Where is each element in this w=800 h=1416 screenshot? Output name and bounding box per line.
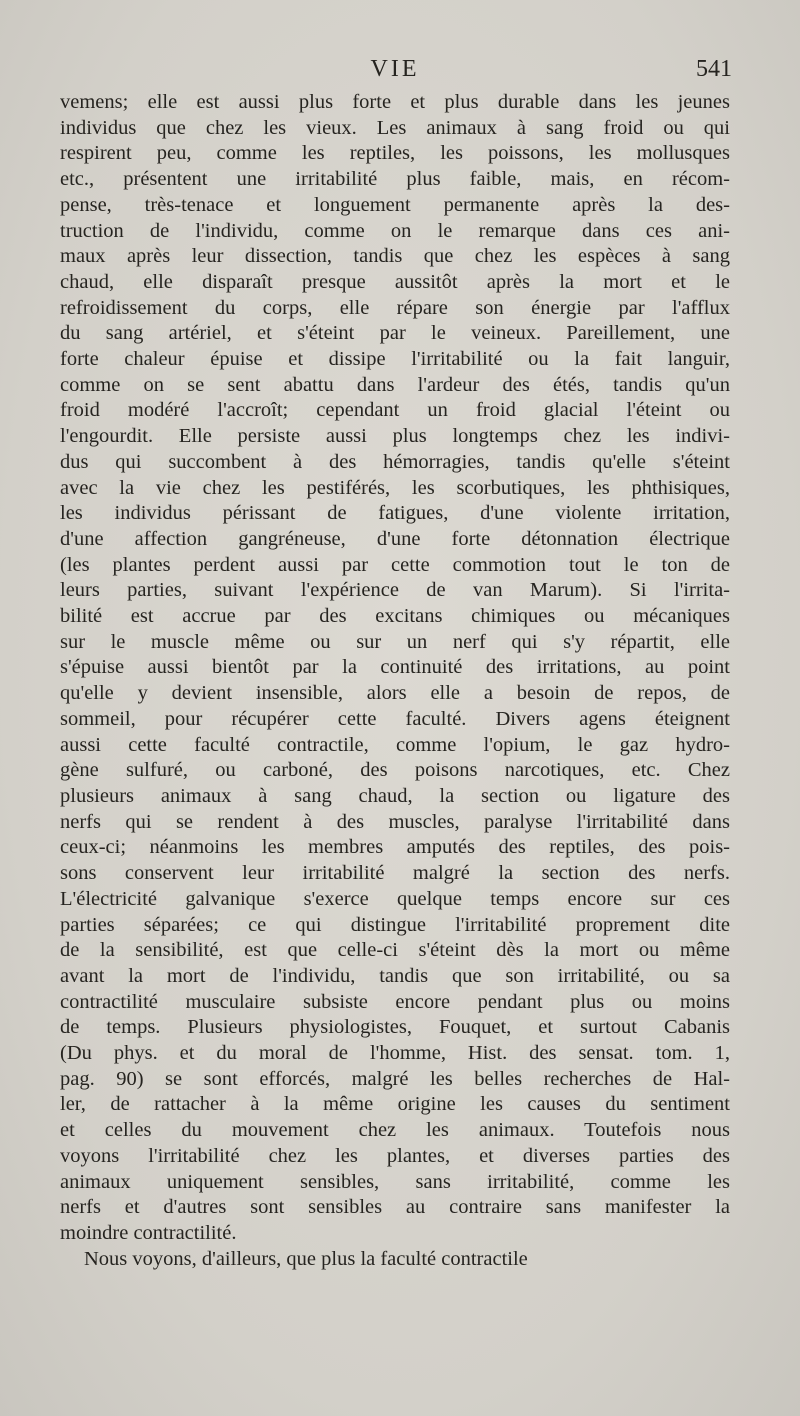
text-line: ceux-ci; néanmoins les membres amputés des reptiles, des pois- xyxy=(60,836,730,859)
text-line: bilité est accrue par des excitans chimiques ou mécaniques xyxy=(60,605,730,628)
text-line: leurs parties, suivant l'expérience de van Marum). Si l'irrita- xyxy=(60,579,730,602)
text-line: chaud, elle disparaît presque aussitôt après la mort et le xyxy=(60,270,730,293)
text-line: ler, de rattacher à la même origine les causes du sentiment xyxy=(60,1093,730,1116)
body-text xyxy=(60,90,730,1272)
text-line: truction de l'individu, comme on le remarque dans ces ani- xyxy=(60,219,730,242)
text-line: maux après leur dissection, tandis que chez les espèces à sang xyxy=(60,245,730,268)
text-line: qu'elle y devient insensible, alors elle a besoin de repos, de xyxy=(60,682,730,705)
text-line: nerfs et d'autres sont sensibles au contraire sans manifester la xyxy=(60,1196,730,1219)
text-line: etc., présentent une irritabilité plus faible, mais, en récom- xyxy=(60,168,730,191)
running-head: VIE xyxy=(370,56,420,82)
text-line: avec la vie chez les pestiférés, les scorbutiques, les phthisiques, xyxy=(60,476,730,499)
text-line: voyons l'irritabilité chez les plantes, et diverses parties des xyxy=(60,1144,730,1167)
text-line: de temps. Plusieurs physiologistes, Fouquet, et surtout Cabanis xyxy=(60,1016,730,1039)
text-line: respirent peu, comme les reptiles, les poissons, les mollusques xyxy=(60,142,730,165)
text-line: du sang artériel, et s'éteint par le veineux. Pareillement, une xyxy=(60,322,730,345)
text-line: forte chaleur épuise et dissipe l'irritabilité ou la fait languir, xyxy=(60,348,730,371)
text-line: de la sensibilité, est que celle-ci s'éteint dès la mort ou même xyxy=(60,939,730,962)
text-line: sons conservent leur irritabilité malgré la section des nerfs. xyxy=(60,862,730,885)
text-line: pense, très-tenace et longuement permanente après la des- xyxy=(60,193,730,216)
text-line: Nous voyons, d'ailleurs, que plus la faculté contractile xyxy=(84,1247,528,1270)
text-line: (les plantes perdent aussi par cette commotion tout le ton de xyxy=(60,553,730,576)
text-line: nerfs qui se rendent à des muscles, paralyse l'irritabilité dans xyxy=(60,810,730,833)
text-line: (Du phys. et du moral de l'homme, Hist. des sensat. tom. 1, xyxy=(60,1042,730,1065)
text-line: refroidissement du corps, elle répare son énergie par l'afflux xyxy=(60,296,730,319)
text-line: sur le muscle même ou sur un nerf qui s'y répartit, elle xyxy=(60,630,730,653)
text-line: L'électricité galvanique s'exerce quelque temps encore sur ces xyxy=(60,887,730,910)
text-line: animaux uniquement sensibles, sans irritabilité, comme les xyxy=(60,1170,730,1193)
text-line: comme on se sent abattu dans l'ardeur des étés, tandis qu'un xyxy=(60,373,730,396)
text-line: parties séparées; ce qui distingue l'irritabilité proprement dite xyxy=(60,913,730,936)
text-line: avant la mort de l'individu, tandis que son irritabilité, ou sa xyxy=(60,964,730,987)
text-line: sommeil, pour récupérer cette faculté. Divers agens éteignent xyxy=(60,707,730,730)
page-header xyxy=(58,56,732,86)
text-line: vemens; elle est aussi plus forte et plus durable dans les jeunes xyxy=(60,91,730,113)
text-line: pag. 90) se sont efforcés, malgré les belles recherches de Hal- xyxy=(60,1067,730,1090)
text-line: s'épuise aussi bientôt par la continuité des irritations, au point xyxy=(60,656,730,679)
text-line: les individus périssant de fatigues, d'une violente irritation, xyxy=(60,502,730,525)
text-line: contractilité musculaire subsiste encore pendant plus ou moins xyxy=(60,990,730,1013)
text-line: l'engourdit. Elle persiste aussi plus longtemps chez les indivi- xyxy=(60,425,730,448)
text-line: dus qui succombent à des hémorragies, tandis qu'elle s'éteint xyxy=(60,450,730,473)
text-line: aussi cette faculté contractile, comme l'opium, le gaz hydro- xyxy=(60,733,730,756)
text-line: plusieurs animaux à sang chaud, la section ou ligature des xyxy=(60,784,730,807)
page-number: 541 xyxy=(696,56,732,82)
text-line: moindre contractilité. xyxy=(60,1221,237,1244)
text-line: froid modéré l'accroît; cependant un froid glacial l'éteint ou xyxy=(60,399,730,422)
text-line: et celles du mouvement chez les animaux. Toutefois nous xyxy=(60,1119,730,1142)
text-line: gène sulfuré, ou carboné, des poisons narcotiques, etc. Chez xyxy=(60,759,730,782)
text-line: individus que chez les vieux. Les animaux à sang froid ou qui xyxy=(60,116,730,139)
text-line: d'une affection gangréneuse, d'une forte détonnation électrique xyxy=(60,527,730,550)
